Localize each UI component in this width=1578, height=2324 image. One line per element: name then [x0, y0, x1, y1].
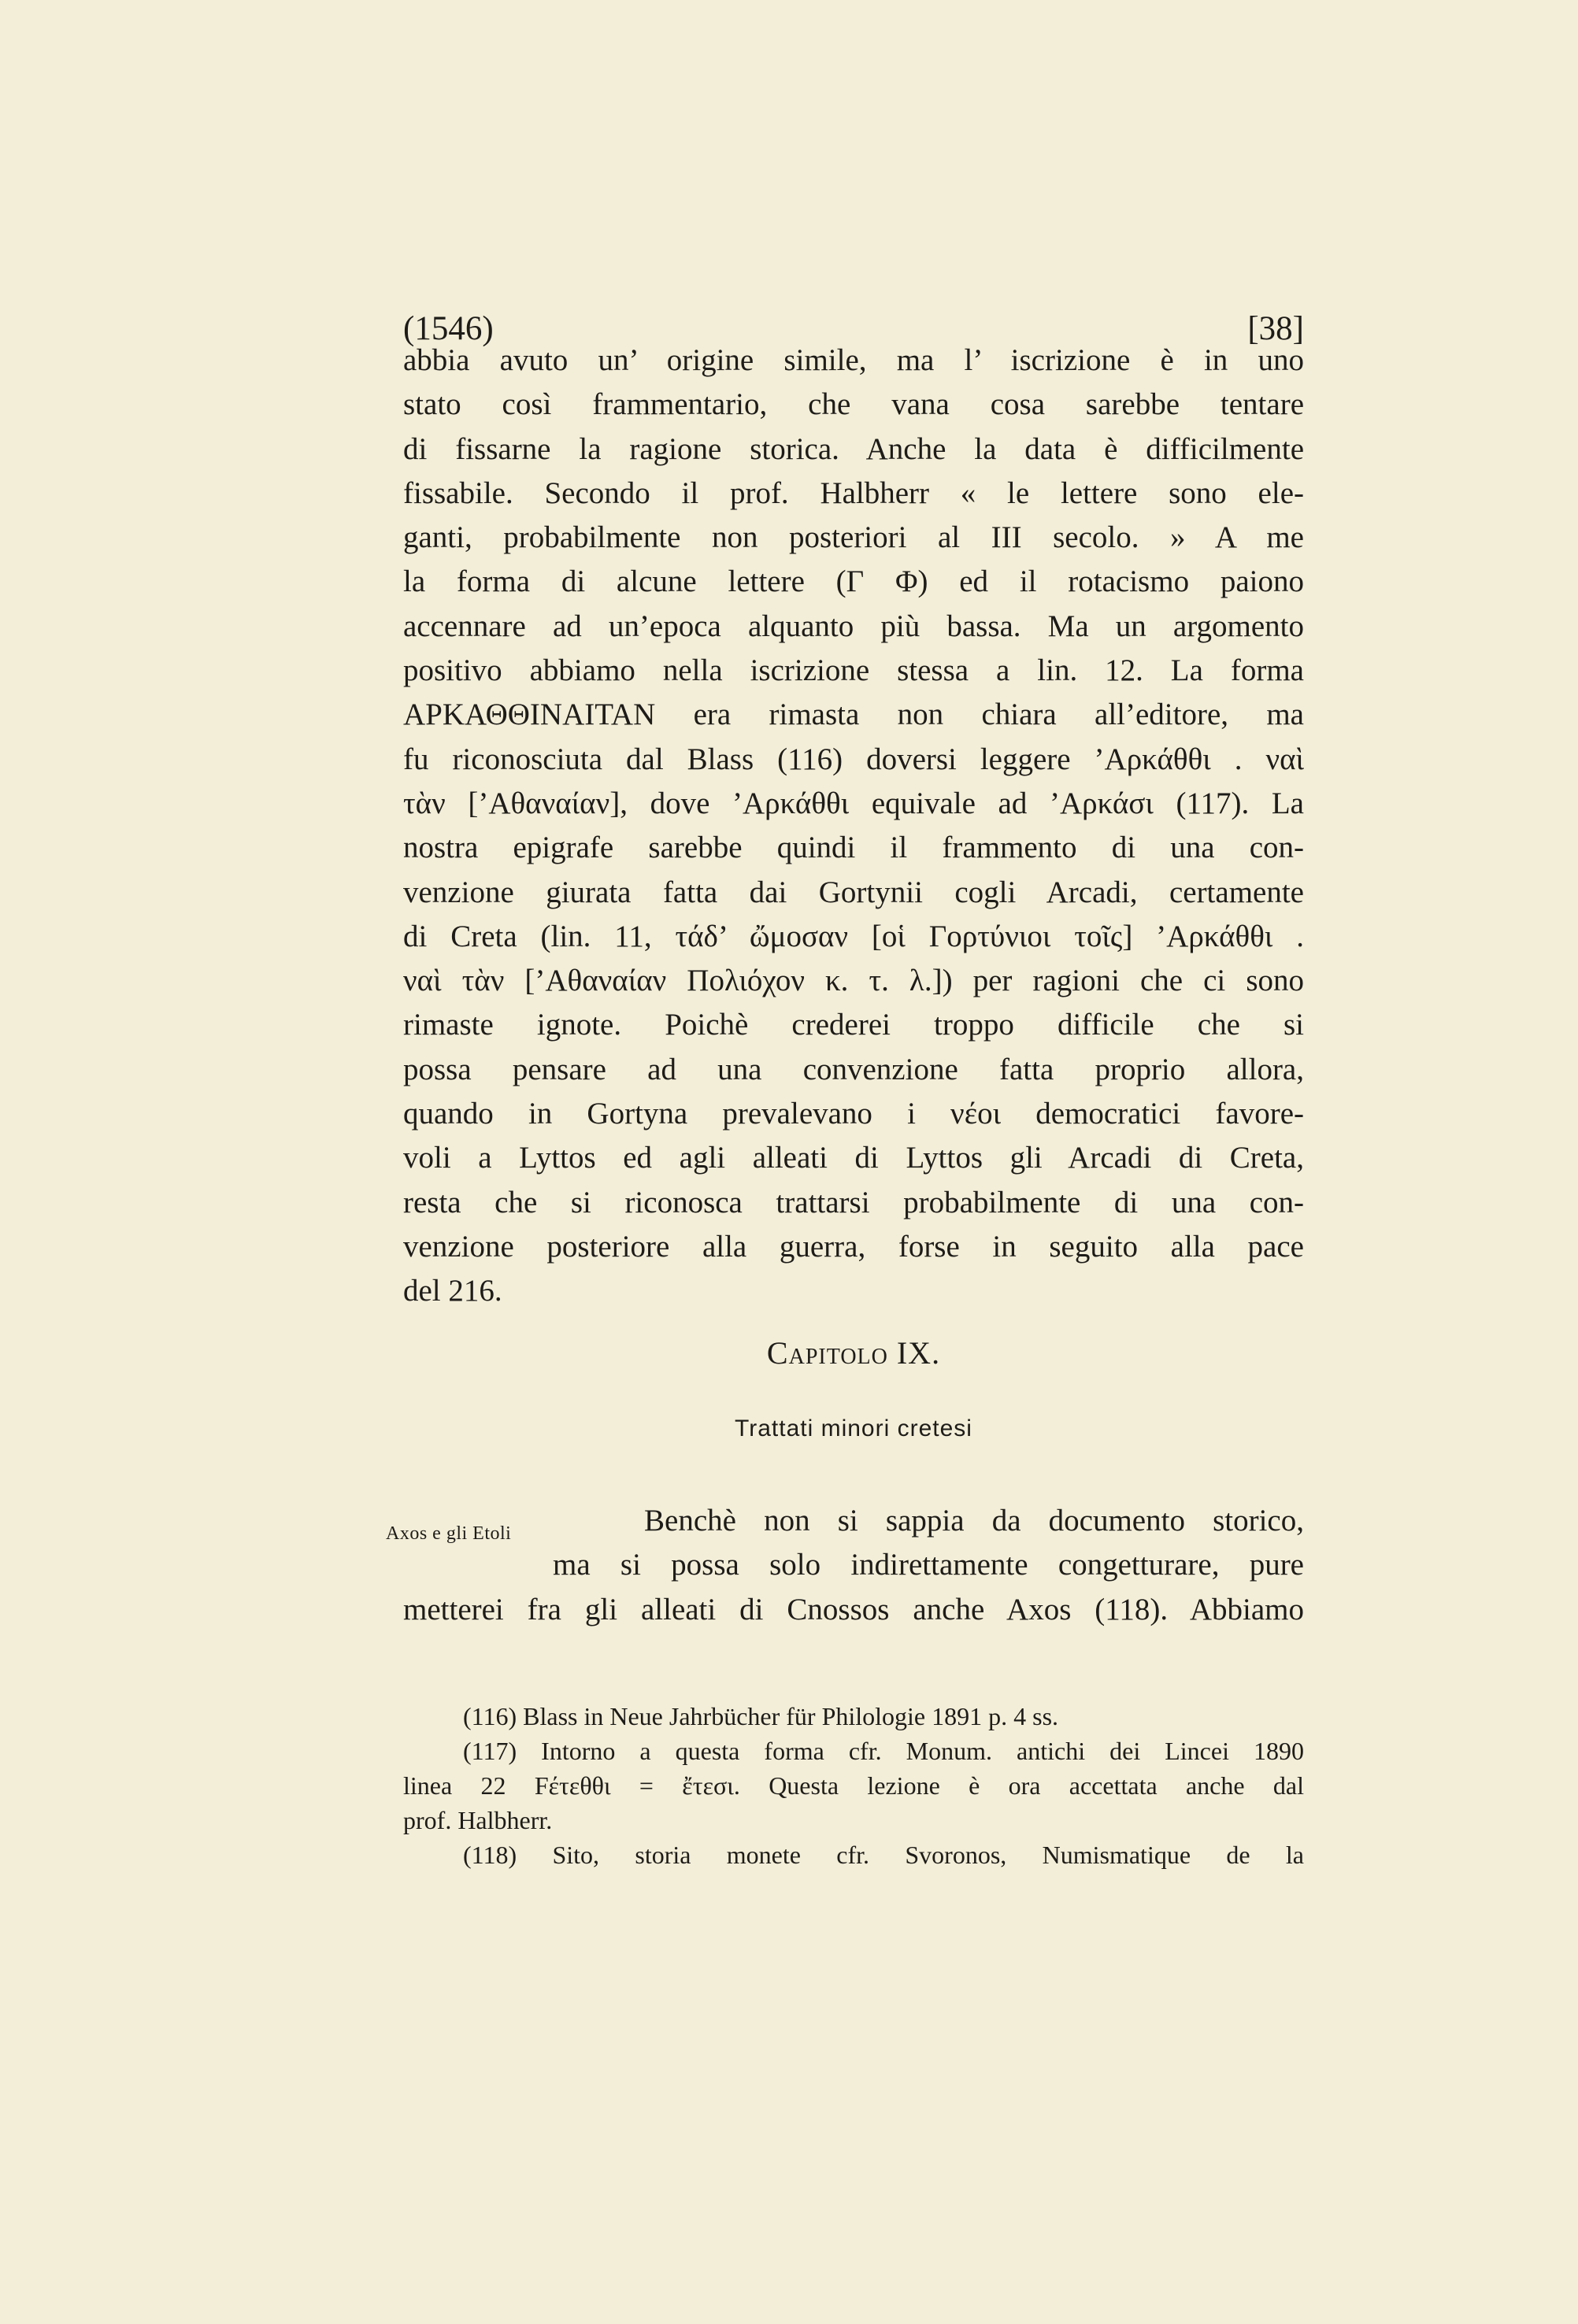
text-line: abbia avuto un’ origine simile, ma l’ iscrizione è in uno: [403, 343, 1304, 377]
text-line: fu riconosciuta dal Blass (116) doversi leggere ’Αρκάθθι . ναὶ: [403, 742, 1304, 776]
text-line: Benchè non si sappia da documento storico,: [644, 1504, 1304, 1538]
text-line: resta che si riconosca trattarsi probabilmente di una con-: [403, 1185, 1304, 1219]
text-line: fissabile. Secondo il prof. Halbherr « le lettere sono ele-: [403, 476, 1304, 510]
text-line: nostra epigrafe sarebbe quindi il frammento di una con-: [403, 831, 1304, 865]
text-line: venzione posteriore alla guerra, forse in seguito alla pace: [403, 1229, 1304, 1264]
text-line: ΑΡΚΑΘΘΙΝΑΙΤΑΝ era rimasta non chiara all’editore, ma: [403, 698, 1304, 732]
text-line: ναὶ τὰν [’Αθαναίαν Πολιόχον κ. τ. λ.]) per ragioni che ci sono: [403, 964, 1304, 998]
text-line: di Creta (lin. 11, τάδ’ ὤμοσαν [οἱ Γορτύνιοι τοῖς] ’Αρκάθθι .: [403, 919, 1304, 953]
text-line: ma si possa solo indirettamente congetturare, pure: [553, 1548, 1304, 1582]
text-line: possa pensare ad una convenzione fatta proprio allora,: [403, 1052, 1304, 1086]
axos-paragraph: [403, 1499, 1304, 1632]
footnote-117-cont: linea 22 Fέτεθθι = ἔτεσι. Questa lezione è ora accettata anche dal: [403, 1771, 1304, 1800]
body-paragraph: [403, 339, 1304, 1314]
text-line: rimaste ignote. Poichè crederei troppo difficile che si: [403, 1008, 1304, 1042]
page-marker: [38]: [1247, 310, 1304, 347]
text-line: venzione giurata fatta dai Gortynii cogli Arcadi, certamente: [403, 875, 1304, 909]
chapter-title: Capitolo IX.: [766, 1335, 941, 1371]
text-line: voli a Lyttos ed agli alleati di Lyttos gli Arcadi di Creta,: [403, 1141, 1304, 1175]
text-line: del 216.: [403, 1274, 502, 1308]
footnotes: [403, 1699, 1304, 1872]
margin-note: Axos e gli Etoli: [386, 1523, 512, 1544]
footnote-118: (118) Sito, storia monete cfr. Svoronos, Numismatique de la: [463, 1841, 1304, 1869]
page-number: (1546): [403, 310, 494, 347]
text-line: τὰν [’Αθαναίαν], dove ’Αρκάθθι equivale ad ’Αρκάσι (117). La: [403, 786, 1304, 820]
text-line: la forma di alcune lettere (Γ Φ) ed il rotacismo paiono: [403, 564, 1304, 599]
text-line: positivo abbiamo nella iscrizione stessa a lin. 12. La forma: [403, 653, 1304, 688]
chapter-heading: [403, 1334, 1304, 1371]
text-line: di fissarne la ragione storica. Anche la data è difficilmente: [403, 431, 1304, 466]
footnote-117-end: prof. Halbherr.: [403, 1806, 553, 1834]
text-line: ganti, probabilmente non posteriori al III secolo. » A me: [403, 520, 1304, 555]
footnote-116: (116) Blass in Neue Jahrbücher für Philologie 1891 p. 4 ss.: [463, 1702, 1059, 1730]
text-line: accennare ad un’epoca alquanto più bassa. Ma un argomento: [403, 609, 1304, 643]
chapter-subtitle: Trattati minori cretesi: [735, 1415, 972, 1441]
text-line: metterei fra gli alleati di Cnossos anche Axos (118). Abbiamo: [403, 1592, 1304, 1626]
text-line: stato così frammentario, che vana cosa sarebbe tentare: [403, 387, 1304, 422]
footnote-117: (117) Intorno a questa forma cfr. Monum. antichi dei Lincei 1890: [463, 1737, 1304, 1765]
text-line: quando in Gortyna prevalevano i νέοι democratici favore-: [403, 1097, 1304, 1131]
